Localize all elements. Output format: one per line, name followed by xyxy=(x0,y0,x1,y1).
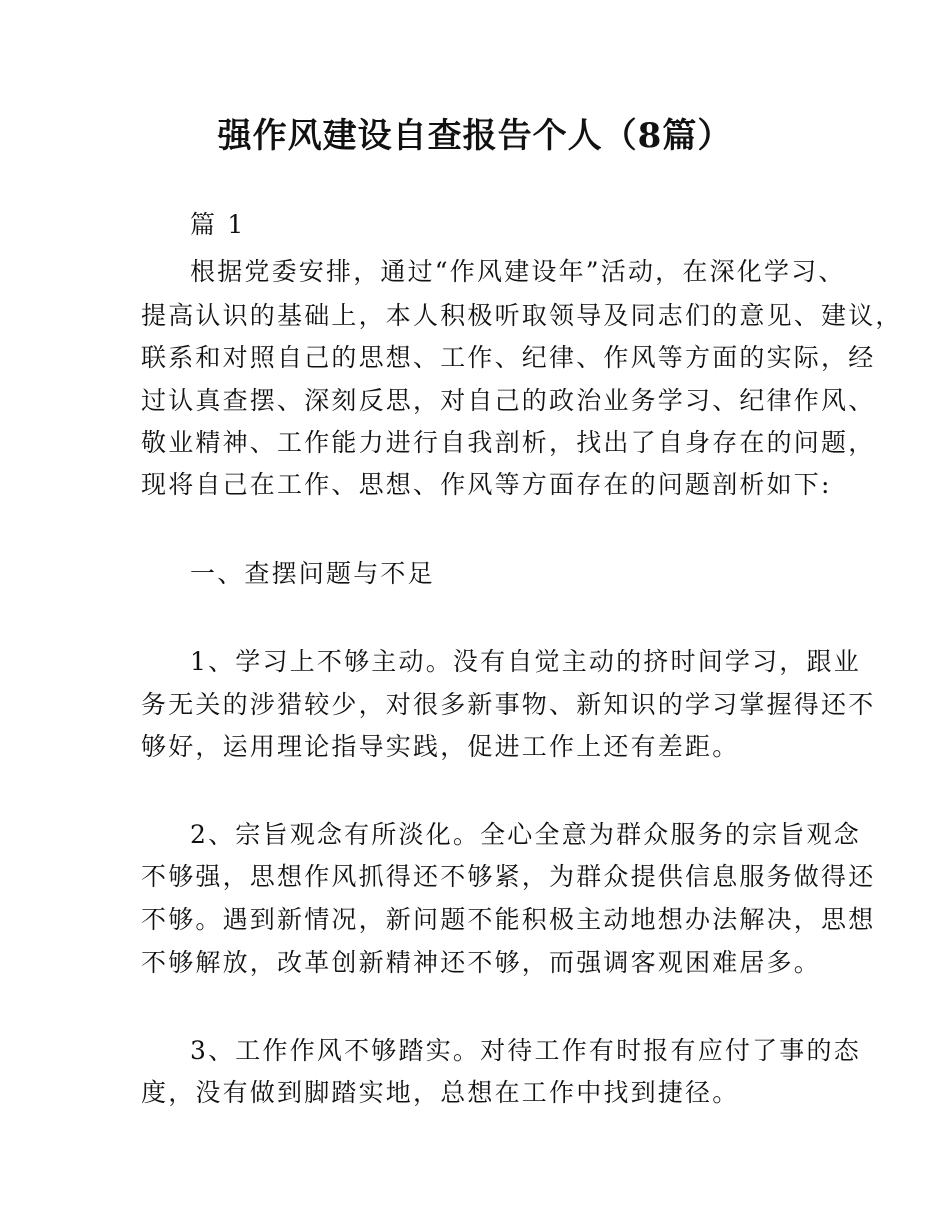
paragraph-line: 根据党委安排，通过“作风建设年”活动，在深化学习、 xyxy=(190,257,846,286)
paragraph-line: 敬业精神、工作能力进行自我剖析，找出了自身存在的问题， xyxy=(141,428,876,457)
paragraph-line: 1、学习上不够主动。没有自觉主动的挤时间学习，跟业 xyxy=(190,647,861,676)
paragraph-line: 度，没有做到脚踏实地，总想在工作中找到捷径。 xyxy=(141,1078,740,1107)
chapter-label: 篇 1 xyxy=(190,210,246,239)
paragraph-line: 现将自己在工作、思想、作风等方面存在的问题剖析如下: xyxy=(141,470,832,499)
section-heading: 一、查摆问题与不足 xyxy=(190,559,435,588)
paragraph-line: 过认真查摆、深刻反思，对自己的政治业务学习、纪律作风、 xyxy=(141,386,876,415)
paragraph-line: 不够解放，改革创新精神还不够，而强调客观困难居多。 xyxy=(141,948,822,977)
paragraph-line: 提高认识的基础上，本人积极听取领导及同志们的意见、建议， xyxy=(141,301,903,330)
paragraph-line: 不够。遇到新情况，新问题不能积极主动地想办法解决，思想 xyxy=(141,905,876,934)
paragraph-line: 3、工作作风不够踏实。对待工作有时报有应付了事的态 xyxy=(190,1036,861,1065)
paragraph-line: 联系和对照自己的思想、工作、纪律、作风等方面的实际，经 xyxy=(141,343,876,372)
document-title: 强作风建设自查报告个人（8篇） xyxy=(217,116,733,156)
paragraph-line: 不够强，思想作风抓得还不够紧，为群众提供信息服务做得还 xyxy=(141,862,876,891)
paragraph-line: 务无关的涉猎较少，对很多新事物、新知识的学习掌握得还不 xyxy=(141,690,876,719)
paragraph-line: 2、宗旨观念有所淡化。全心全意为群众服务的宗旨观念 xyxy=(190,820,861,849)
paragraph-line: 够好，运用理论指导实践，促进工作上还有差距。 xyxy=(141,732,740,761)
